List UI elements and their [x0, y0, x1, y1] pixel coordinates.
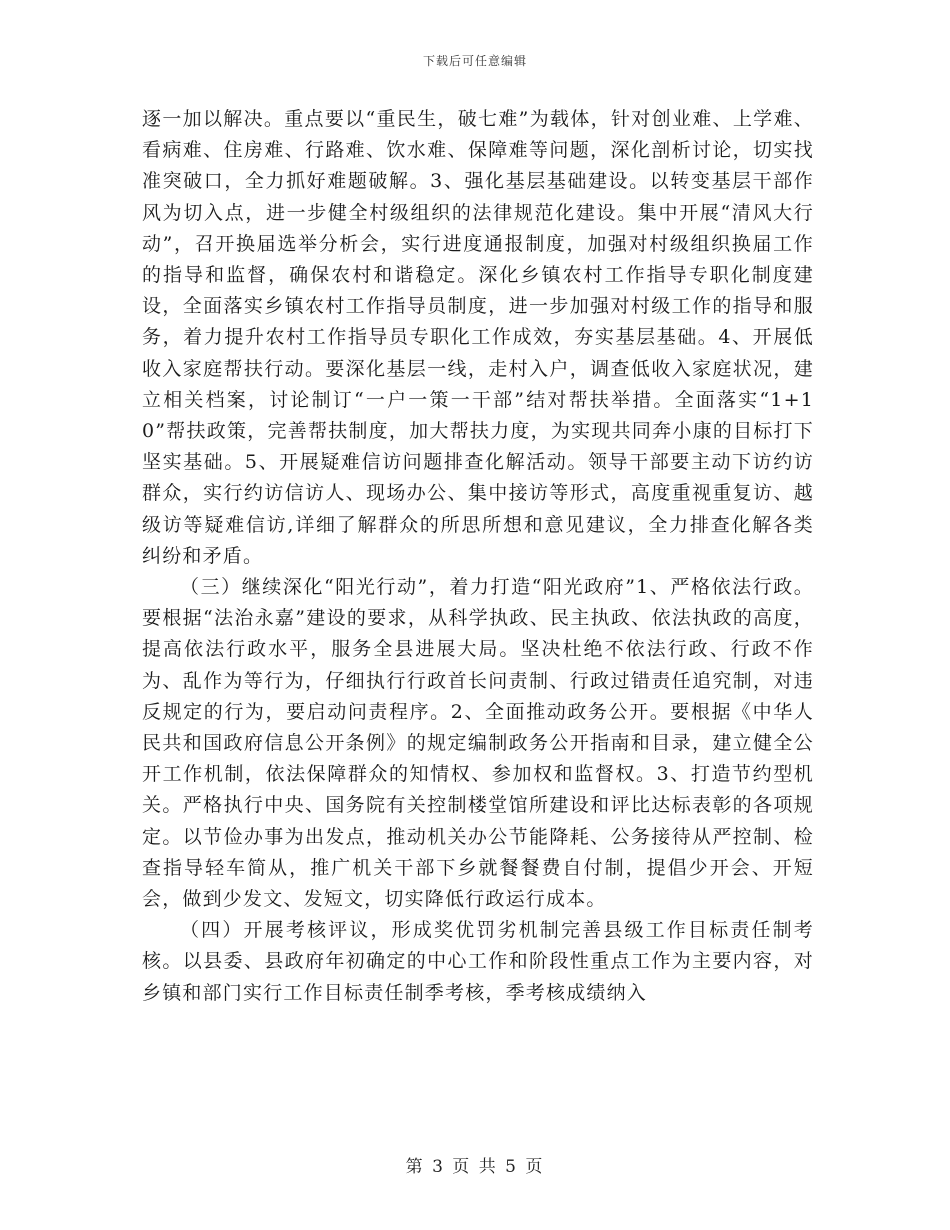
page-number-footer: 第 3 页 共 5 页: [405, 1157, 545, 1177]
paragraph-3: （四）开展考核评议，形成奖优罚劣机制完善县级工作目标责任制考核。以县委、县政府年初确定的中心工作和阶段性重点工作为主要内容，对乡镇和部门实行工作目标责任制季考核，季考核成绩纳入: [142, 919, 814, 1004]
page-header-note: 下载后可任意编辑: [422, 54, 527, 68]
paragraph-1: 逐一加以解决。重点要以“重民生，破七难”为载体，针对创业难、上学难、看病难、住房难、行路难、饮水难、保障难等问题，深化剖析讨论，切实找准突破口，全力抓好难题破解。3、强化基层基础建设。以转变基层干部作风为切入点，进一步健全村级组织的法律规范化建设。集中开展“清风大行动”，召开换届选举分析会，实行进度通报制度，加强对村级组织换届工作的指导和监督，确保农村和谐稳定。深化乡镇农村工作指导专职化制度建设，全面落实乡镇农村工作指导员制度，进一步加强对村级工作的指导和服务，着力提升农村工作指导员专职化工作成效，夯实基层基础。4、开展低收入家庭帮扶行动。要深化基层一线，走村入户，调查低收入家庭状况，建立相关档案，讨论制订“一户一策一干部”结对帮扶举措。全面落实“1+10”帮扶政策，完善帮扶制度，加大帮扶力度，为实现共同奔小康的目标打下坚实基础。5、开展疑难信访问题排查化解活动。领导干部要主动下访约访群众，实行约访信访人、现场办公、集中接访等形式，高度重视重复访、越级访等疑难信访,详细了解群众的所思所想和意见建议，全力排查化解各类纠纷和矛盾。: [142, 108, 814, 567]
document-body: [142, 104, 814, 1009]
paragraph-2: （三）继续深化“阳光行动”，着力打造“阳光政府”1、严格依法行政。要根据“法治永嘉”建设的要求，从科学执政、民主执政、依法执政的高度，提高依法行政水平，服务全县进展大局。坚决杜绝不依法行政、行政不作为、乱作为等行为，仔细执行行政首长问责制、行政过错责任追究制，对违反规定的行为，要启动问责程序。2、全面推动政务公开。要根据《中华人民共和国政府信息公开条例》的规定编制政务公开指南和目录，建立健全公开工作机制，依法保障群众的知情权、参加权和监督权。3、打造节约型机关。严格执行中央、国务院有关控制楼堂馆所建设和评比达标表彰的各项规定。以节俭办事为出发点，推动机关办公节能降耗、公务接待从严控制、检查指导轻车简从，推广机关干部下乡就餐餐费自付制，提倡少开会、开短会，做到少发文、发短文，切实降低行政运行成本。: [142, 576, 814, 911]
